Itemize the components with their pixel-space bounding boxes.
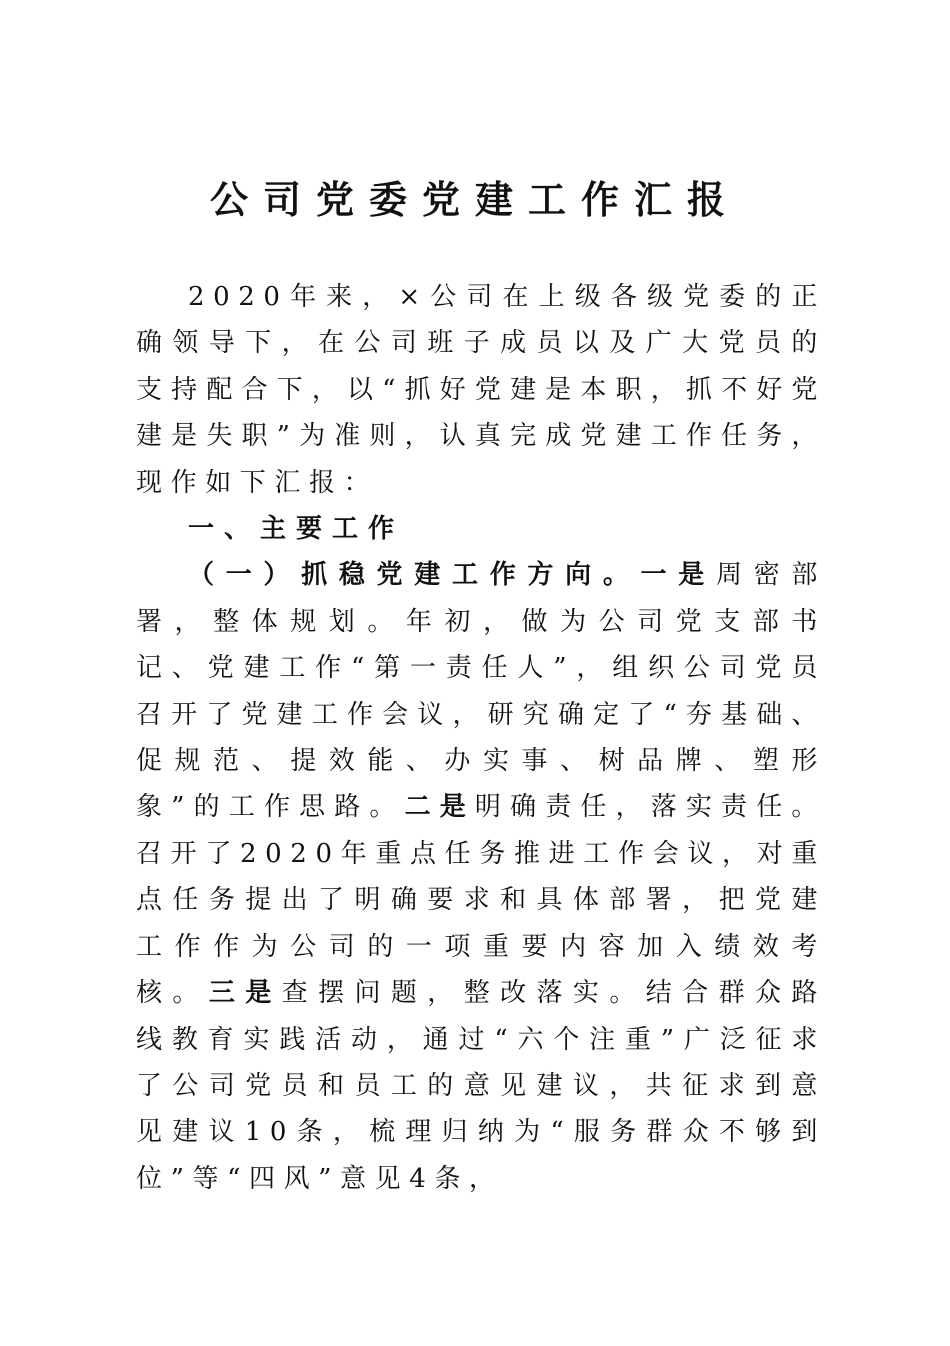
point-2-label: 二是 <box>404 792 475 823</box>
point-3-text: 查摆问题，整改落实。结合群众路线教育实践活动，通过“六个注重”广泛征求了公司党员和员工的意见建议，共征求到意见建议10条，梳理归纳为“服务群众不够到位”等“四风”意见4条， <box>136 978 826 1194</box>
point-1-label: 一是 <box>640 560 716 591</box>
subsection-label: （一）抓稳党建工作方向。 <box>188 560 641 591</box>
document-title: 公司党委党建工作汇报 <box>209 177 740 222</box>
document-body <box>136 274 826 1202</box>
point-1-text: 周密部署，整体规划。年初，做为公司党支部书记、党建工作“第一责任人”，组织公司党员召开了党建工作会议，研究确定了“夯基础、促规范、提效能、办实事、树品牌、塑形象”的工作思路。 <box>136 560 827 823</box>
point-3-label: 三是 <box>208 978 282 1009</box>
point-2-text: 明确责任，落实责任。召开了2020年重点任务推进工作会议，对重点任务提出了明确要求和具体部署，把党建工作作为公司的一项重要内容加入绩效考核。 <box>136 792 826 1009</box>
section-heading-main-work: 一、主要工作 <box>188 514 405 545</box>
intro-paragraph: 2020年来，×公司在上级各级党委的正确领导下，在公司班子成员以及广大党员的支持配合下，以“抓好党建是本职，抓不好党建是失职”为准则，认真完成党建工作任务，现作如下汇报： <box>136 282 826 498</box>
subsection-paragraph <box>136 552 826 1202</box>
